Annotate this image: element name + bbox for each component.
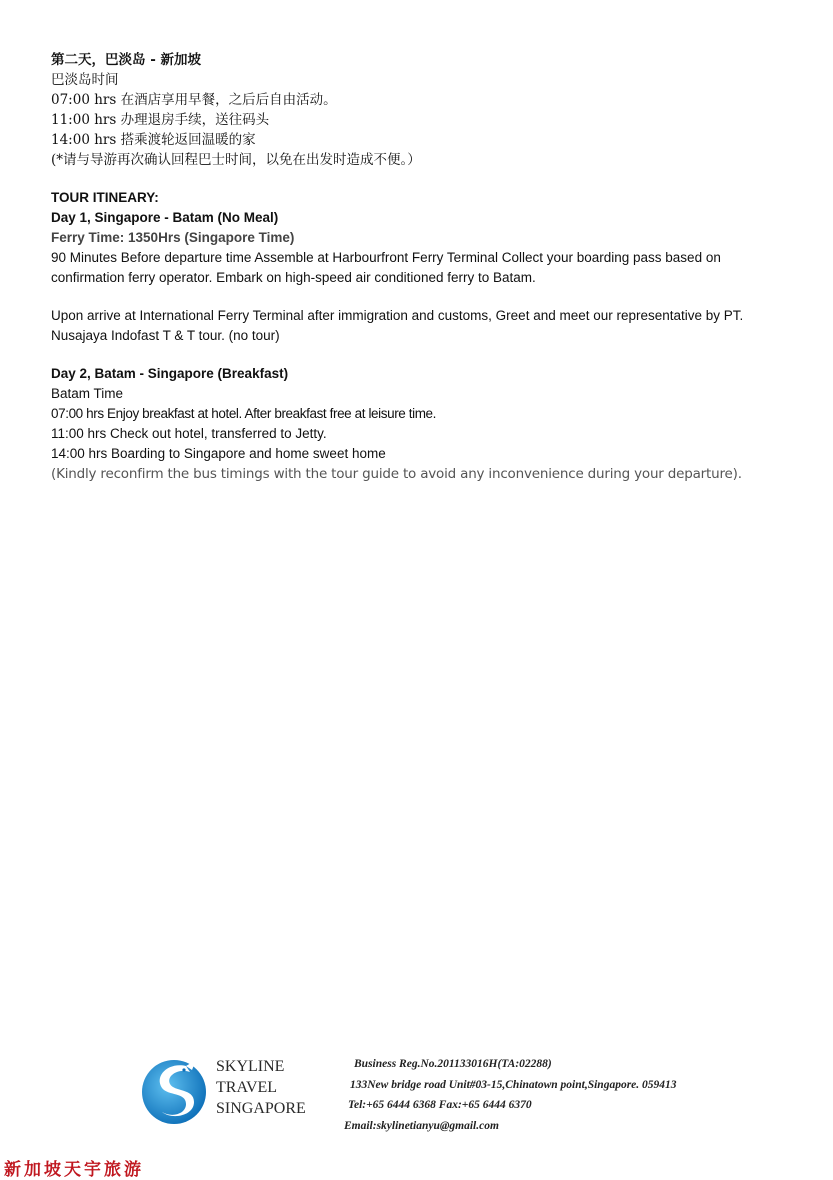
business-reg: Business Reg.No.201133016H(TA:02288) bbox=[354, 1058, 552, 1070]
cn-schedule-line: 11:00 hrs 办理退房手续，送往码头 bbox=[51, 112, 270, 128]
document-body bbox=[51, 50, 791, 484]
day1-paragraph: 90 Minutes Before departure time Assemble at Harbourfront Ferry Terminal Collect your boarding pass based on confirmation ferry operator. Embark on high-speed air conditioned ferry to Batam. bbox=[51, 250, 721, 285]
cn-schedule-line: 14:00 hrs 搭乘渡轮返回温暖的家 bbox=[51, 132, 256, 148]
company-details bbox=[344, 1058, 677, 1140]
day2-schedule-line: 07:00 hrs Enjoy breakfast at hotel. After breakfast free at leisure time. bbox=[51, 406, 437, 421]
logo-wordmark bbox=[216, 1056, 306, 1119]
day1-heading: Day 1, Singapore - Batam (No Meal) bbox=[51, 210, 279, 225]
company-footer bbox=[138, 1054, 738, 1134]
day2-heading: Day 2, Batam - Singapore (Breakfast) bbox=[51, 366, 289, 381]
cn-schedule-line: 07:00 hrs 在酒店享用早餐，之后后自由活动。 bbox=[51, 92, 337, 108]
brand-watermark: 新加坡天宇旅游 bbox=[4, 1160, 144, 1180]
skyline-dragon-logo-icon bbox=[138, 1054, 210, 1126]
phone-fax: Tel:+65 6444 6368 Fax:+65 6444 6370 bbox=[348, 1099, 532, 1111]
day2-schedule-line: 14:00 hrs Boarding to Singapore and home sweet home bbox=[51, 446, 386, 461]
address: 133New bridge road Unit#03-15,Chinatown point,Singapore. 059413 bbox=[350, 1078, 677, 1091]
day1-arrival-paragraph: Upon arrive at International Ferry Terminal after immigration and customs, Greet and meet our representative by PT. Nusajaya Indofast T & T tour. (no tour) bbox=[51, 308, 744, 343]
itinerary-title: TOUR ITINEARY: bbox=[51, 190, 159, 205]
ferry-time: Ferry Time: 1350Hrs (Singapore Time) bbox=[51, 230, 295, 245]
logo-line: SINGAPORE bbox=[216, 1100, 306, 1117]
day2-note: (Kindly reconfirm the bus timings with the tour guide to avoid any inconvenience during your departure). bbox=[51, 466, 742, 482]
day2-local-time: Batam Time bbox=[51, 386, 124, 401]
cn-local-time: 巴淡岛时间 bbox=[51, 72, 119, 88]
cn-note: (*请与导游再次确认回程巴士时间，以免在出发时造成不便。） bbox=[51, 152, 421, 168]
logo-line: TRAVEL bbox=[216, 1079, 278, 1096]
day2-schedule-line: 11:00 hrs Check out hotel, transferred to Jetty. bbox=[51, 426, 327, 441]
logo-line: SKYLINE bbox=[216, 1058, 285, 1075]
email: Email:skylinetianyu@gmail.com bbox=[344, 1119, 499, 1132]
cn-day2-heading: 第二天，巴淡岛 - 新加坡 bbox=[51, 52, 202, 68]
